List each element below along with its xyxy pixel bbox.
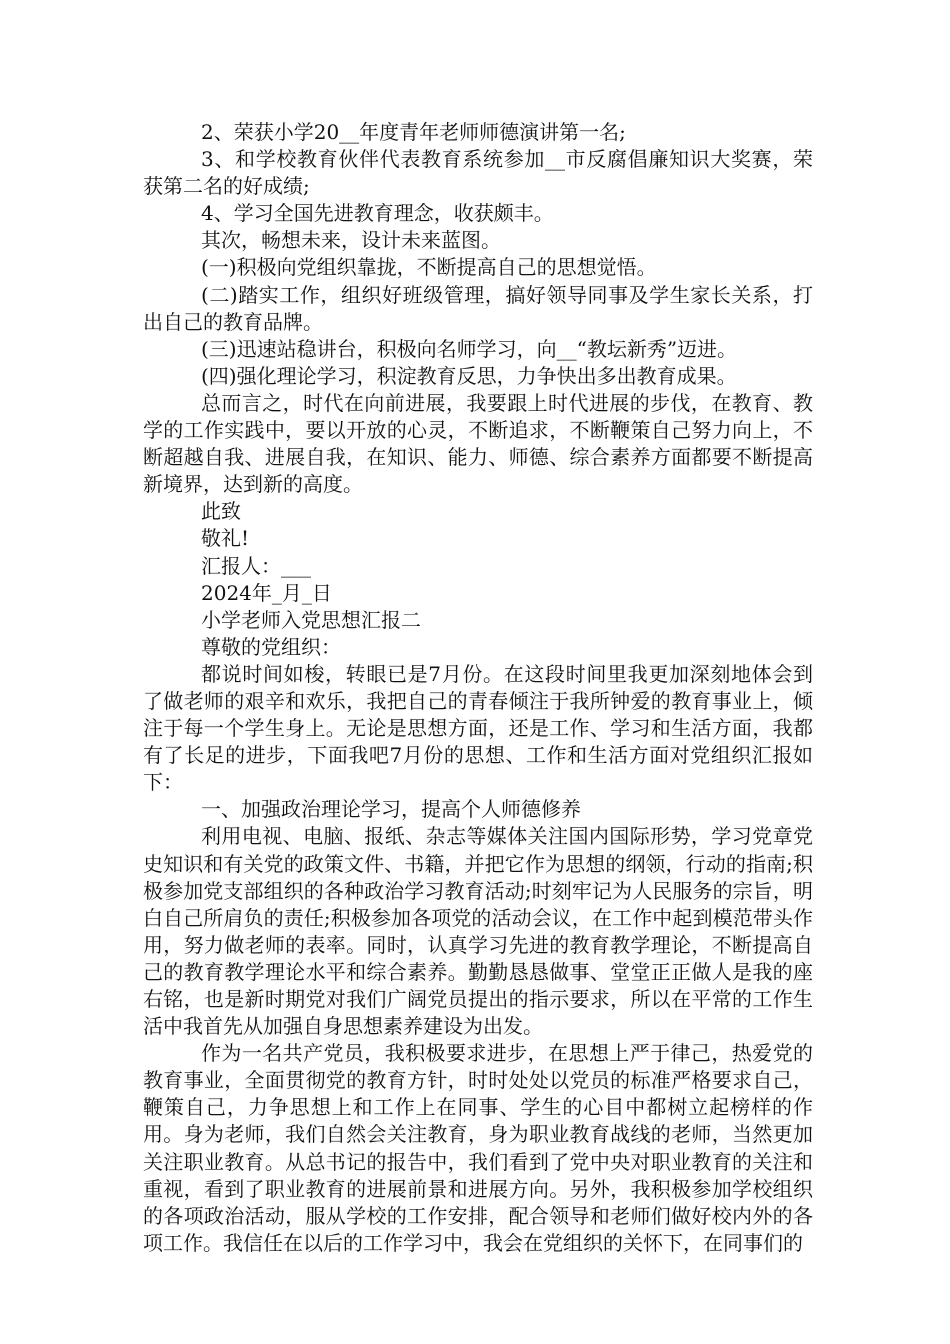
paragraph-future: 其次，畅想未来，设计未来蓝图。 [201,228,501,253]
paragraph-intro: 都说时间如梭，转眼已是7月份。在这段时间里我更加深刻地体会到了做老师的艰辛和欢乐，我把自己的青春倾注于我所钟爱的教育事业上，倾注于每一个学生身上。无论是思想方面，还是工作、学习和生活方面，我都有了长足的进步，下面我吧7月份的思想、工作和生活方面对党组织汇报如下： [143,661,813,795]
document-page [143,119,813,1257]
paragraph-summary: 总而言之，时代在向前进展，我要跟上时代进展的步伐，在教育、教学的工作实践中，要以开放的心灵，不断追求，不断鞭策自己努力向上，不断超越自我、进展自我，在知识、能力、师德、综合素养方面都要不断提高新境界，达到新的高度。 [143,390,813,497]
greeting: 尊敬的党组织： [201,634,341,659]
section-title: 小学老师入党思想汇报二 [201,607,421,632]
heading-section-1: 一、加强政治理论学习，提高个人师德修养 [201,797,581,822]
date-line: 2024年_月_日 [201,580,332,605]
paragraph-party-member: 作为一名共产党员，我积极要求进步，在思想上严于律己，热爱党的教育事业，全面贯彻党的教育方针，时时处处以党员的标准严格要求自己，鞭策自己，力争思想上和工作上在同事、学生的心目中都树立起榜样的作用。身为老师，我们自然会关注教育，身为职业教育战线的老师，当然更加关注职业教育。从总书记的报告中，我们看到了党中央对职业教育的关注和重视，看到了职业教育的进展前景和进展方向。另外，我积极参加学校组织的各项政治活动，服从学校的工作安排，配合领导和老师们做好校内外的各项工作。我信任在以后的工作学习中，我会在党组织的关怀下，在同事们的 [143,1041,813,1255]
paragraph-plan-3: (三)迅速站稳讲台，积极向名师学习，向__“教坛新秀”迈进。 [201,336,738,361]
paragraph-plan-2: (二)踏实工作，组织好班级管理，搞好领导同事及学生家长关系，打出自己的教育品牌。 [143,282,813,334]
paragraph-plan-1: (一)积极向党组织靠拢，不断提高自己的思想觉悟。 [201,255,657,280]
paragraph-theory-study: 利用电视、电脑、报纸、杂志等媒体关注国内国际形势，学习党章党史知识和有关党的政策文件、书籍，并把它作为思想的纲领，行动的指南;积极参加党支部组织的各种政治学习教育活动;时刻牢记为人民服务的宗旨，明白自己所肩负的责任;积极参加各项党的活动会议，在工作中起到模范带头作用，努力做老师的表率。同时，认真学习先进的教育教学理论，不断提高自己的教育教学理论水平和综合素养。勤勤恳恳做事、堂堂正正做人是我的座右铭，也是新时期党对我们广阔党员提出的指示要求，所以在平常的工作生活中我首先从加强自身思想素养建设为出发。 [143,824,813,1039]
paragraph-award-anticorruption: 3、和学校教育伙伴代表教育系统参加__市反腐倡廉知识大奖赛，荣获第二名的好成绩; [143,147,813,199]
paragraph-award-speech: 2、荣获小学20__年度青年老师师德演讲第一名; [201,120,626,144]
closing-regards: 敬礼! [201,526,250,551]
reporter-line: 汇报人：___ [201,553,311,578]
closing-salutation: 此致 [201,499,241,524]
paragraph-plan-4: (四)强化理论学习，积淀教育反思，力争快出多出教育成果。 [201,363,737,388]
paragraph-learning: 4、学习全国先进教育理念，收获颇丰。 [201,201,554,226]
